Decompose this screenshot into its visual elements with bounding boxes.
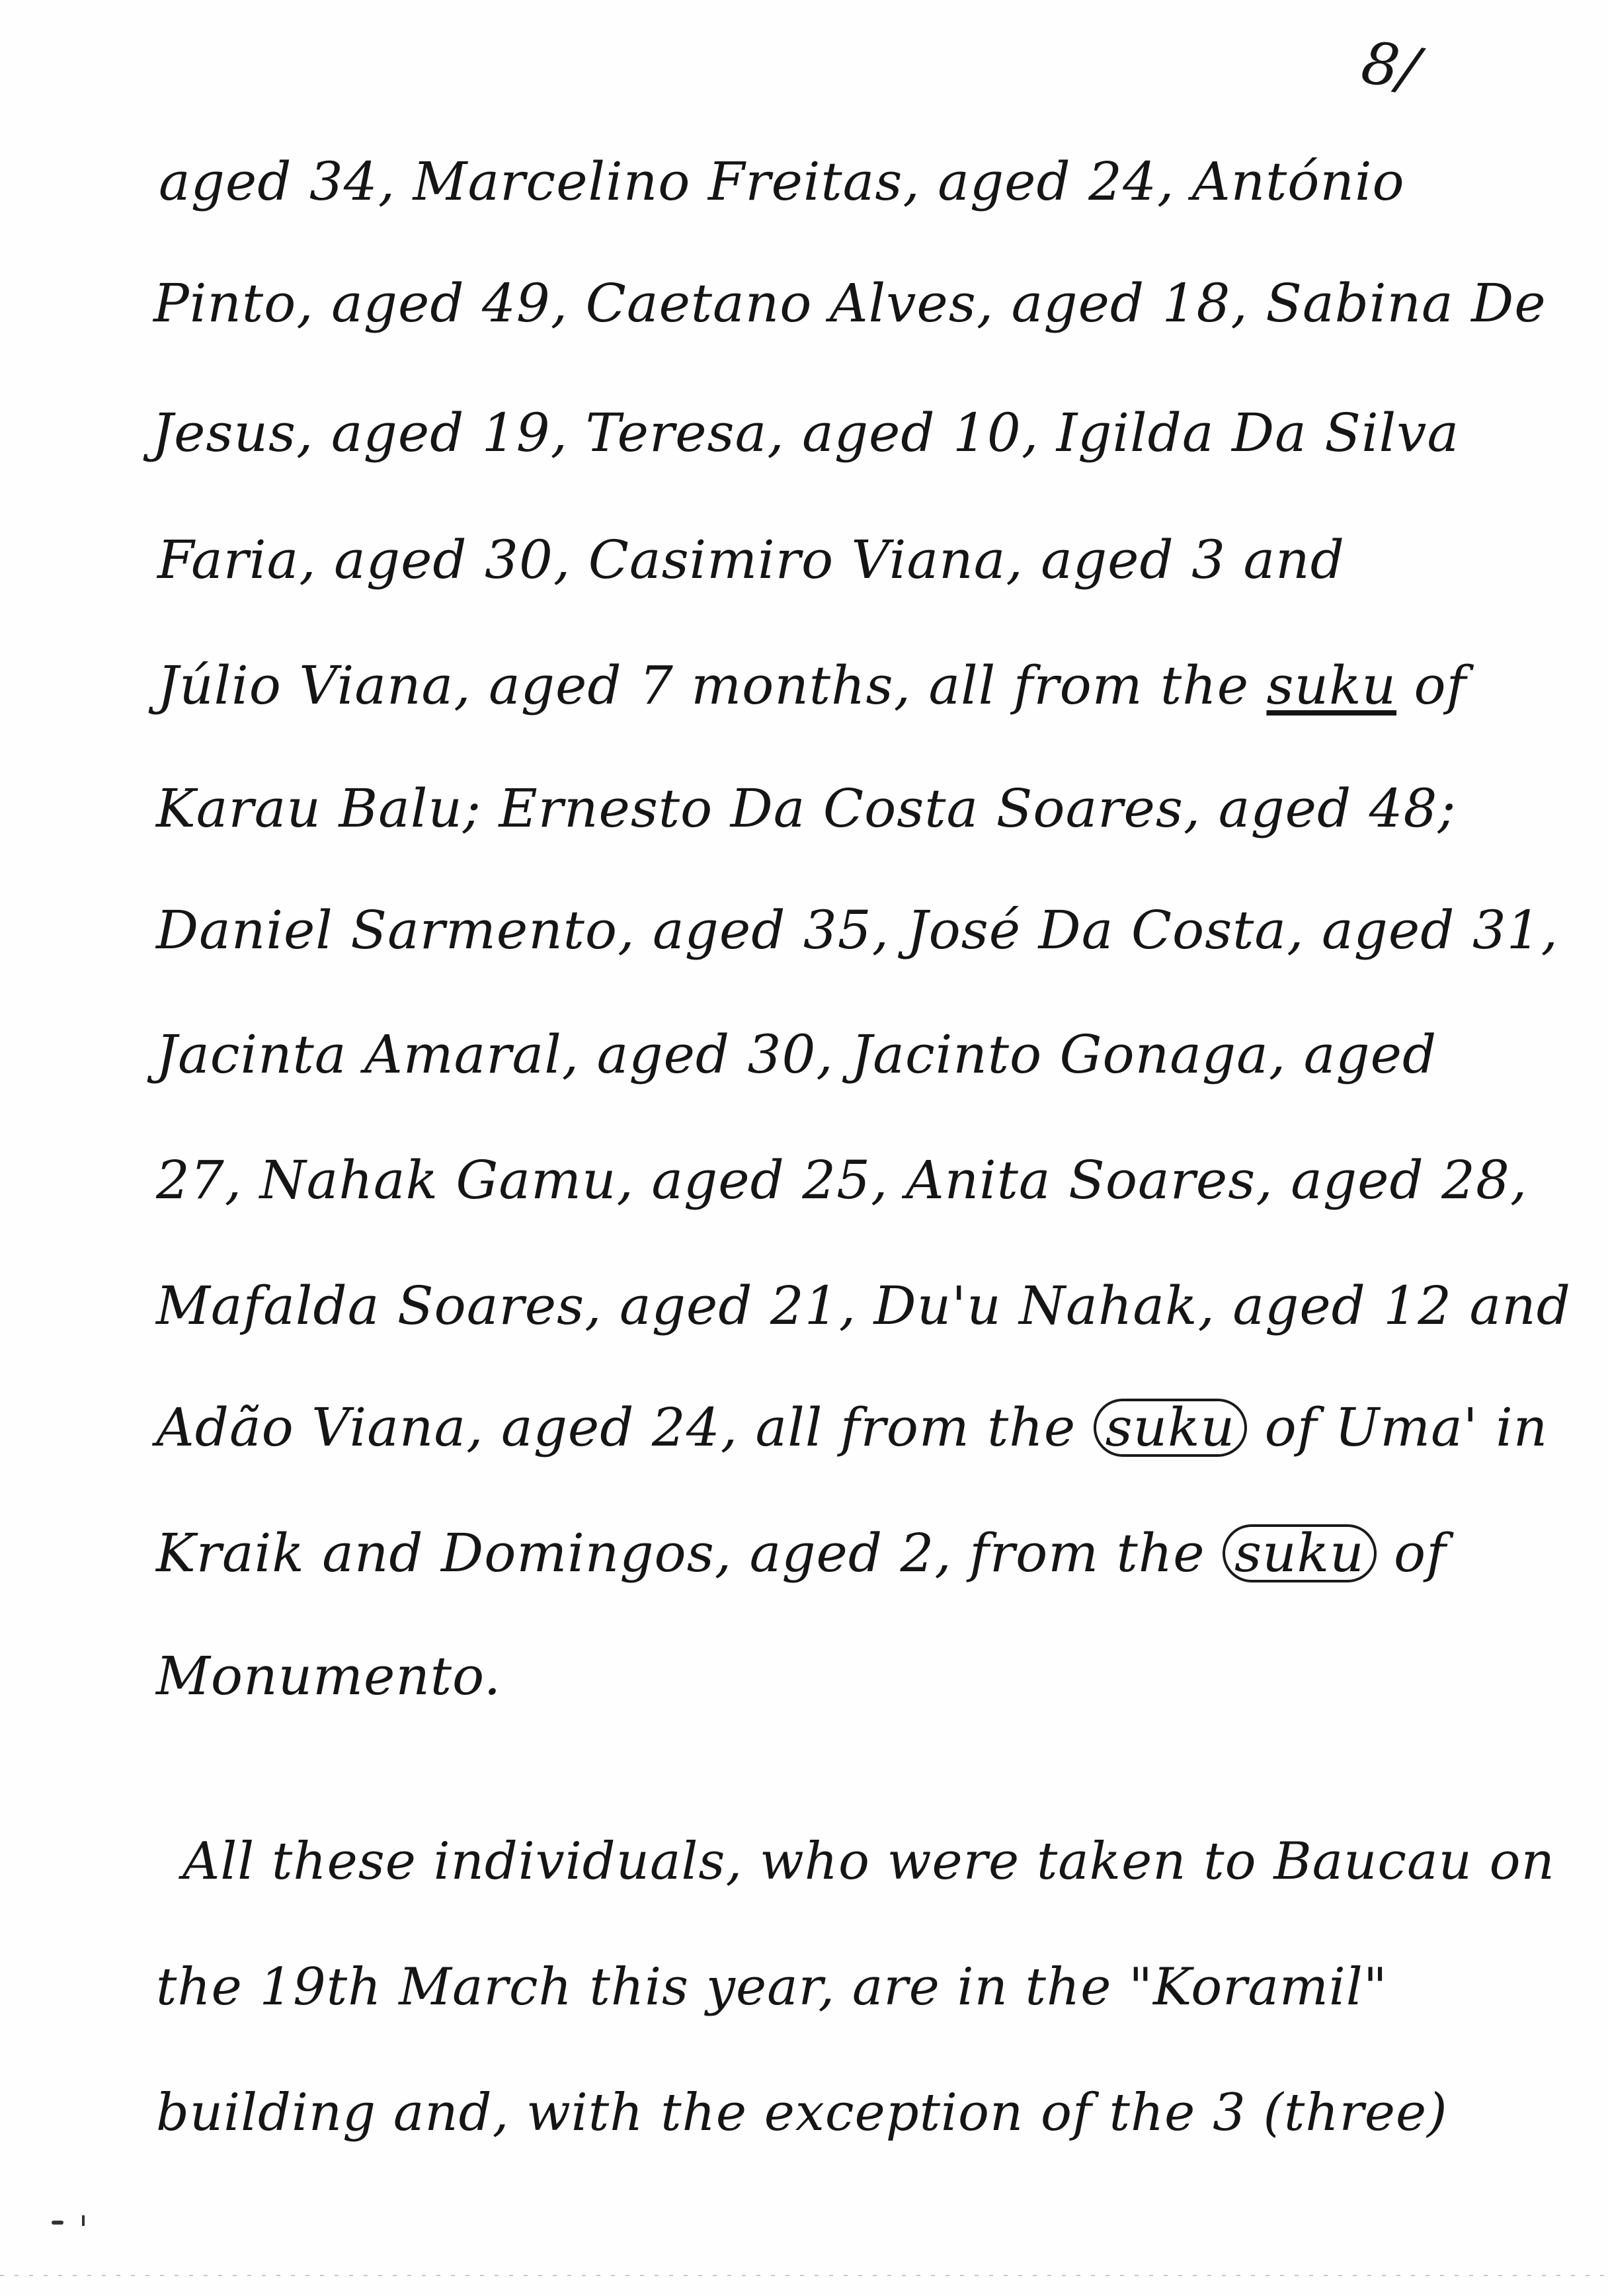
page-number: 8/	[1357, 28, 1424, 104]
line-text: Faria, aged 30, Casimiro Viana, aged 3 and	[157, 529, 1345, 591]
line-text: Mafalda Soares, aged 21, Du'u Nahak, aged 12 and	[156, 1275, 1571, 1336]
text-line-5	[157, 655, 1467, 716]
text-line-8	[156, 1024, 1437, 1085]
text-line-15	[156, 1957, 1388, 2017]
line-text: Monumento.	[156, 1645, 502, 1707]
line-text: of	[1376, 1522, 1447, 1584]
line-text: Daniel Sarmento, aged 35, José Da Costa, aged 31,	[156, 899, 1559, 961]
underlined-word: suku	[1266, 655, 1397, 716]
text-line-14	[182, 1832, 1555, 1891]
line-text: Júlio Viana, aged 7 months, all from the	[157, 655, 1267, 716]
circled-word: suku	[1094, 1399, 1248, 1457]
line-text: Jacinta Amaral, aged 30, Jacinto Gonaga, aged	[156, 1024, 1437, 1085]
margin-mark	[82, 2215, 85, 2226]
line-text: Adão Viana, aged 24, all from the	[156, 1397, 1094, 1458]
text-line-7	[156, 899, 1558, 961]
line-text: aged 34, Marcelino Freitas, aged 24, António	[159, 151, 1405, 212]
margin-mark	[52, 2221, 63, 2225]
text-line-11	[156, 1397, 1548, 1458]
text-line-4	[157, 529, 1345, 591]
line-text: the 19th March this year, are in the "Koramil"	[156, 1957, 1388, 2017]
text-line-6	[156, 778, 1456, 839]
line-text: of	[1396, 655, 1467, 716]
line-text: building and, with the exception of the 3 (three)	[156, 2083, 1448, 2143]
scan-edge-noise	[0, 2275, 1608, 2276]
text-line-1	[159, 151, 1405, 212]
text-line-2	[153, 272, 1547, 334]
text-line-13	[156, 1645, 501, 1707]
line-text: Karau Balu; Ernesto Da Costa Soares, aged 48;	[156, 778, 1457, 839]
line-text: All these individuals, who were taken to Baucau on	[182, 1832, 1555, 1891]
text-line-16	[156, 2083, 1448, 2143]
text-line-10	[156, 1275, 1571, 1336]
circled-word: suku	[1223, 1524, 1377, 1582]
line-text: of Uma' in	[1247, 1397, 1548, 1458]
text-line-9	[156, 1149, 1527, 1211]
line-text: 27, Nahak Gamu, aged 25, Anita Soares, aged 28,	[156, 1149, 1528, 1211]
text-line-12	[156, 1522, 1447, 1584]
text-line-3	[152, 402, 1459, 464]
line-text: Pinto, aged 49, Caetano Alves, aged 18, Sabina De	[153, 272, 1547, 334]
line-text: Jesus, aged 19, Teresa, aged 10, Igilda Da Silva	[152, 402, 1460, 464]
line-text: Kraik and Domingos, aged 2, from the	[156, 1522, 1223, 1584]
